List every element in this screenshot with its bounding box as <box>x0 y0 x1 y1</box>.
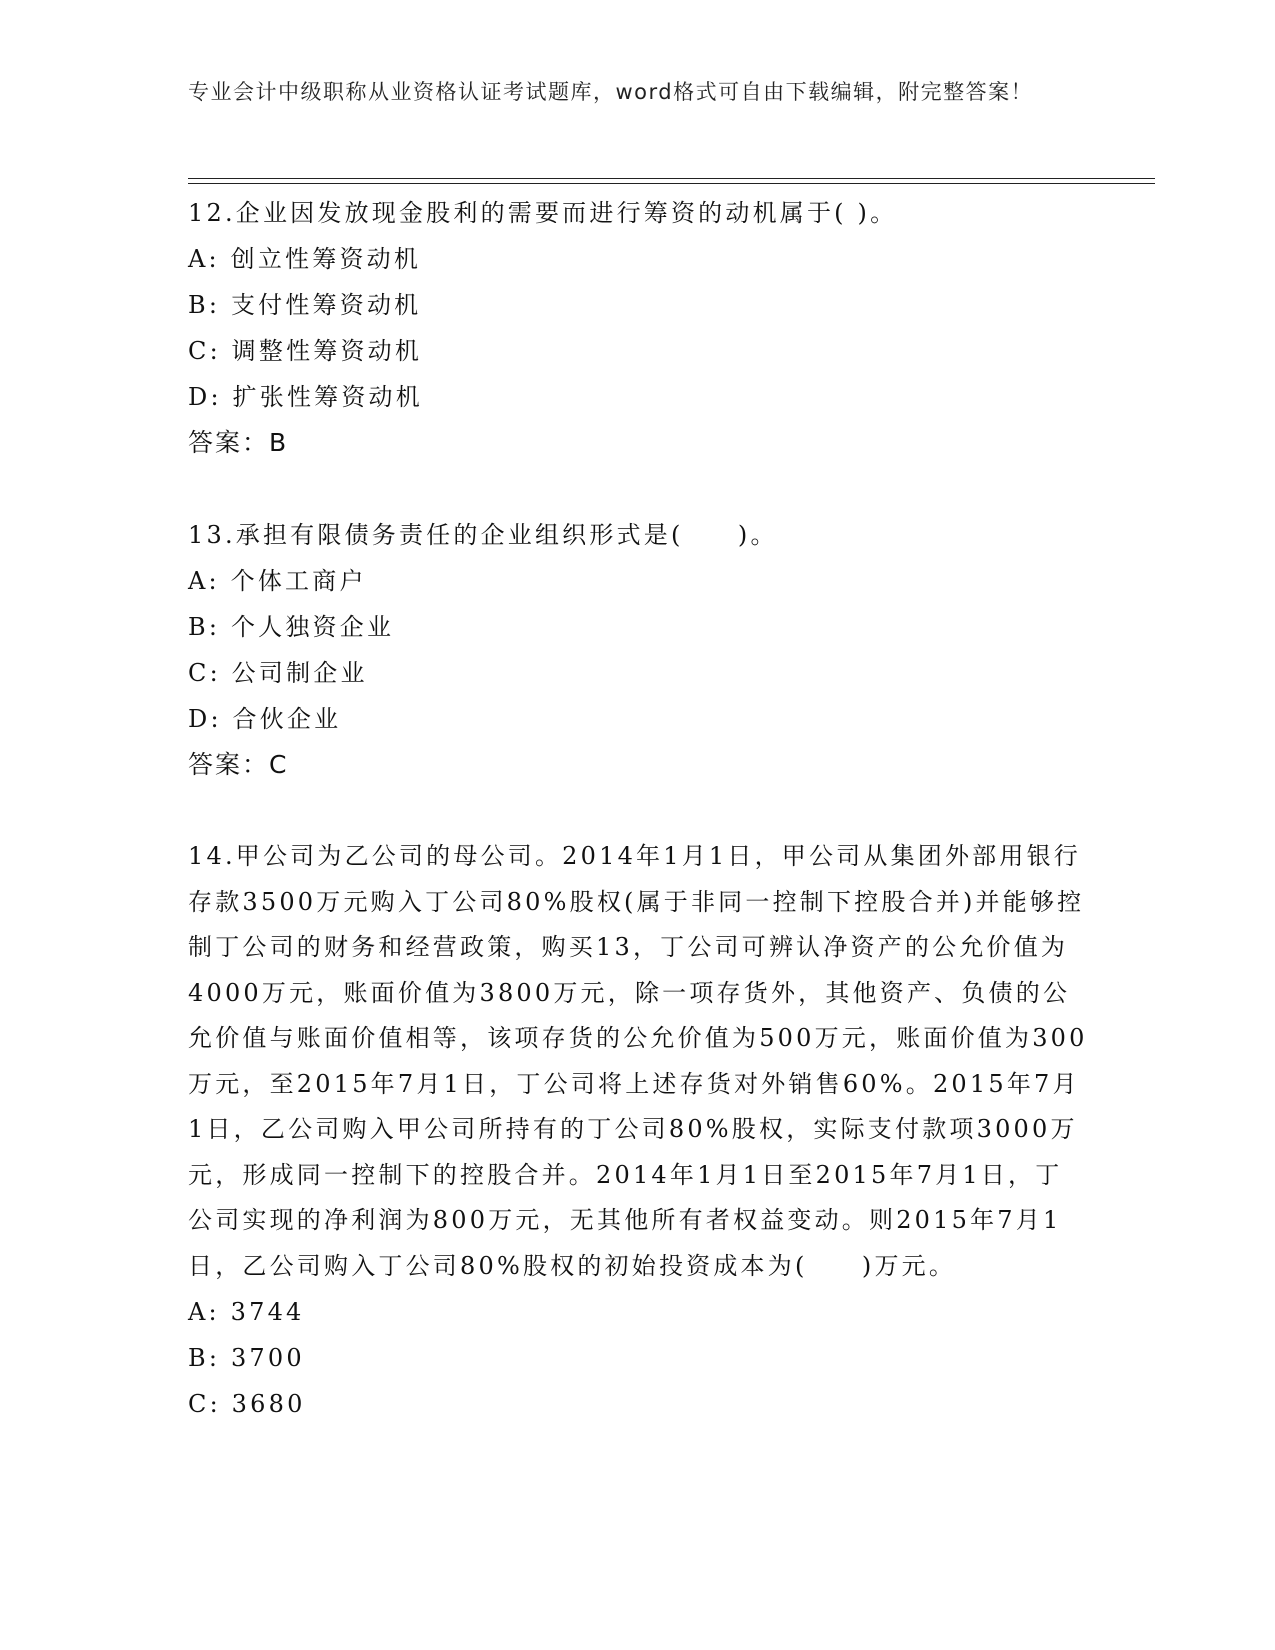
option-a: A: 个体工商户 <box>188 567 367 595</box>
answer-text: 答案：C <box>188 750 289 779</box>
header-divider-bottom <box>188 183 1155 184</box>
option-d: D: 合伙企业 <box>188 705 342 733</box>
option-b: B: 支付性筹资动机 <box>188 291 422 319</box>
question-stem: 13.承担有限债务责任的企业组织形式是( )。 <box>188 521 778 549</box>
option-b: B: 个人独资企业 <box>188 613 395 641</box>
question-stem: 12.企业因发放现金股利的需要而进行筹资的动机属于( )。 <box>188 199 898 227</box>
question-13 <box>188 512 1088 788</box>
option-b: B: 3700 <box>188 1344 305 1372</box>
question-list <box>188 190 1088 1427</box>
option-d: D: 扩张性筹资动机 <box>188 383 423 411</box>
option-c: C: 调整性筹资动机 <box>188 337 423 365</box>
question-stem: 14.甲公司为乙公司的母公司。2014年1月1日，甲公司从集团外部用银行存款3500万元购入丁公司80%股权(属于非同一控制下控股合并)并能够控制丁公司的财务和经营政策，购买13，丁公司可辨认净资产的公允价值为4000万元，账面价值为3800万元，除一项存货外，其他资产、负债的公允价值与账面价值相等，该项存货的公允价值为500万元，账面价值为300万元，至2015年7月1日，丁公司将上述存货对外销售60%。2015年7月1日，乙公司购入甲公司所持有的丁公司80%股权，实际支付款项3000万元，形成同一控制下的控股合并。2014年1月1日至2015年7月1日，丁公司实现的净利润为800万元，无其他所有者权益变动。则2015年7月1日，乙公司购入丁公司80%股权的初始投资成本为( )万元。 <box>188 842 1088 1280</box>
question-14 <box>188 834 1088 1427</box>
answer-text: 答案：B <box>188 428 289 457</box>
document-header: 专业会计中级职称从业资格认证考试题库，word格式可自由下载编辑，附完整答案！ <box>188 80 1034 104</box>
header-divider-top <box>188 178 1155 179</box>
spacer <box>188 466 1088 512</box>
question-12 <box>188 190 1088 466</box>
option-c: C: 公司制企业 <box>188 659 368 687</box>
spacer <box>188 788 1088 834</box>
option-c: C: 3680 <box>188 1390 306 1418</box>
option-a: A: 3744 <box>188 1298 305 1326</box>
option-a: A: 创立性筹资动机 <box>188 245 422 273</box>
